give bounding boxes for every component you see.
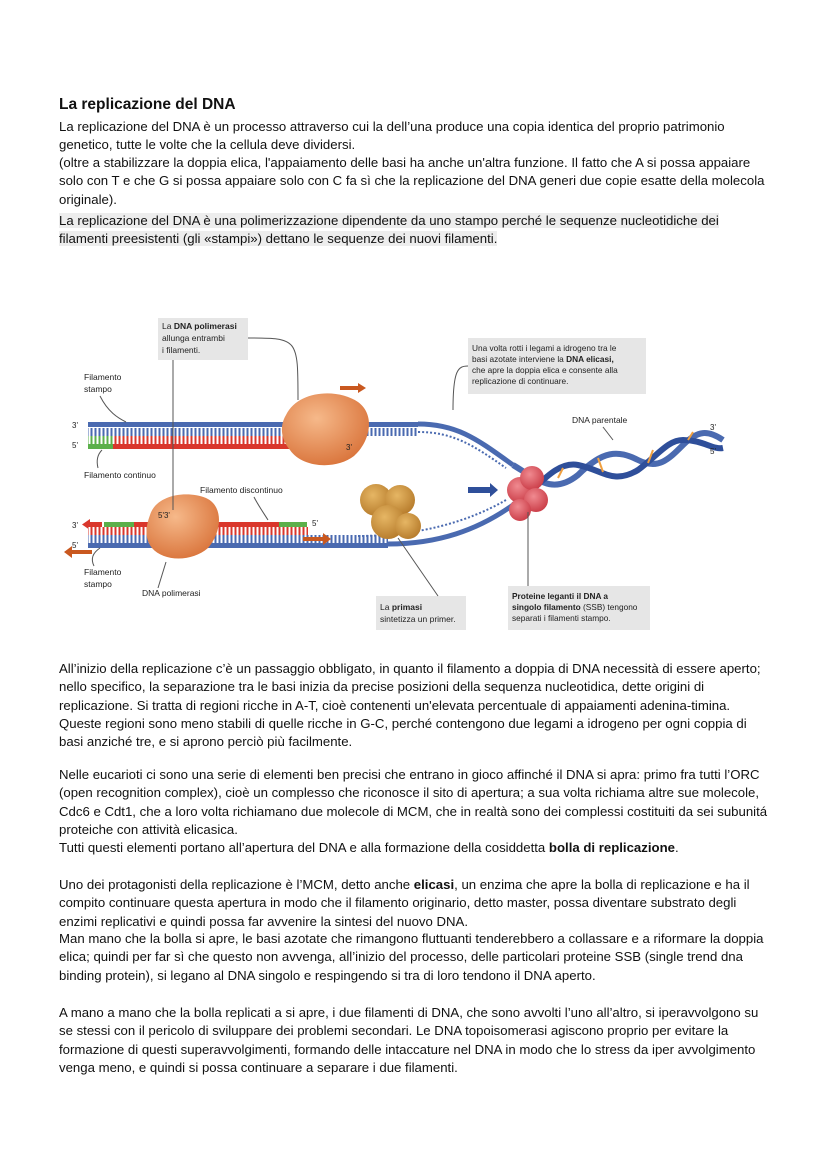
label-lagging-strand: Filamento discontinuo	[200, 485, 283, 495]
primer-bottom-1	[104, 522, 134, 527]
svg-text:3': 3'	[72, 421, 78, 430]
primer-rungs-top	[88, 436, 113, 444]
paragraph-bubble: Tutti questi elementi portano all’apertura del DNA e alla formazione della cosiddetta bolla di replicazione.	[59, 840, 679, 855]
svg-text:stampo: stampo	[84, 579, 112, 589]
intro-note: (oltre a stabilizzare la doppia elica, l'appaiamento delle basi ha anche un'altra funzione. Il fatto che A si possa appaiare solo con T e che G si possa appaiare solo con C fa sì che la replicazione del DNA generi due copie esatte della molecola originale).	[59, 155, 765, 207]
svg-text:i filamenti.: i filamenti.	[162, 345, 201, 355]
svg-text:Proteine leganti il DNA a: Proteine leganti il DNA a	[512, 591, 609, 601]
callout-polimerasi	[158, 318, 298, 510]
svg-text:5': 5'	[312, 519, 318, 528]
svg-text:che apre la doppia elica e con: che apre la doppia elica e consente alla	[472, 365, 618, 375]
svg-text:basi azotate interviene la DNA: basi azotate interviene la DNA elicasi,	[472, 354, 614, 364]
primer-top	[88, 444, 113, 449]
replication-fork-figure	[58, 300, 770, 640]
helicase-direction-arrow	[468, 483, 498, 497]
paragraph-ssb: Man mano che la bolla si apre, le basi azotate che rimangono fluttuanti tenderebbero a collassare e a riformare la doppia elica; quindi per far sì che questo non avvenga, all’inizio del processo, delle particolari proteine SSB (single trend dna binding protein), si legano al DNA singolo e respingendo si tra di loro tendono il DNA aperto.	[59, 931, 764, 983]
okazaki-label: 5'3'	[158, 511, 170, 520]
svg-text:La DNA polimerasi: La DNA polimerasi	[162, 321, 237, 331]
callout-elicasi	[453, 338, 646, 410]
label-template-top: Filamento	[84, 372, 122, 382]
svg-text:stampo: stampo	[84, 384, 112, 394]
dna-polymerase-bottom	[147, 494, 220, 558]
label-template-bottom: Filamento	[84, 567, 122, 577]
template-strand-bottom	[88, 543, 388, 548]
svg-text:3': 3'	[346, 443, 352, 452]
highlight-text: La replicazione del DNA è una polimerizzazione dipendente da uno stampo perché le sequenze nucleotidiche dei filamenti preesistenti (gli «stampi») dettano le sequenze dei nuovi filamenti.	[59, 213, 719, 247]
svg-text:singolo filamento (SSB) tengon: singolo filamento (SSB) tengono	[512, 602, 638, 612]
svg-text:3': 3'	[710, 423, 716, 432]
dna-polymerase-top	[282, 393, 369, 465]
label-parental-dna: DNA parentale	[572, 415, 628, 425]
term-elicasi: elicasi	[413, 877, 455, 892]
replication-fork-diagram	[58, 300, 770, 640]
svg-text:sintetizza un primer.: sintetizza un primer.	[380, 614, 456, 624]
callout-ssb	[508, 512, 650, 630]
svg-text:Una volta rotti i legami a idr: Una volta rotti i legami a idrogeno tra le	[472, 343, 617, 353]
intro-paragraph: La replicazione del DNA è un processo attraverso cui la dell’una produce una copia identica del proprio patrimonio genetico, tutte le volte che la cellula deve dividersi.	[59, 119, 725, 153]
lagging-fragment-1	[88, 522, 102, 527]
svg-text:separati i filamenti stampo.: separati i filamenti stampo.	[512, 613, 611, 623]
paragraph-origins: All’inizio della replicazione c’è un passaggio obbligato, in quanto il filamento a doppia di DNA necessità di essere aperto; nello specifico, la separazione tra le basi inizia da precise posizioni della sequenza nucleotidica, dette origini di replicazione. Si tratta di regioni ricche in A-T, cioè contenenti un'elevata percentuale di appaiamenti adenina-timina. Queste regioni sono meno stabili di quelle ricche in G-C, perché contengono due legami a idrogeno per ogni coppia di basi anziché tre, e si aprono perciò più facilmente.	[59, 661, 761, 750]
svg-text:La primasi: La primasi	[380, 602, 423, 612]
polymerase-direction-arrow	[340, 383, 366, 393]
svg-text:5': 5'	[72, 441, 78, 450]
svg-text:5': 5'	[710, 447, 716, 456]
svg-text:3': 3'	[72, 521, 78, 530]
svg-text:allunga entrambi: allunga entrambi	[162, 333, 225, 343]
paragraph-eukaryotes: Nelle eucarioti ci sono una serie di elementi ben precisi che entrano in gioco affinché il DNA si apra: primo fra tutti l’ORC (open recognition complex), cioè un complesso che riconosce il sito di apertura; a sua volta richiama altre sue molecole, Cdc6 e Cdt1, che a loro volta richiamano due molecole di MCM, che in realtà sono dei complessi costituiti da sei subunitá proteiche con attività elicasica.	[59, 767, 768, 837]
primase-enzyme	[360, 484, 421, 539]
label-leading-strand: Filamento continuo	[84, 470, 156, 480]
term-bolla-di-replicazione: bolla di replicazione	[548, 840, 675, 855]
callout-primasi	[376, 538, 466, 630]
primer-bottom-2	[279, 522, 307, 527]
svg-text:replicazione di continuare.: replicazione di continuare.	[472, 376, 569, 386]
page-title: La replicazione del DNA	[59, 96, 236, 113]
paragraph-mcm: Uno dei protagonisti della replicazione è l’MCM, detto anche elicasi, un enzima che apre la bolla di replicazione e ha il compito continuare questa apertura in modo che il filamento originario, detto master, possa diventare substrato degli enzimi replicativi e quindi possa far avvenire la sintesi del nuovo DNA.	[59, 877, 750, 929]
label-dna-polymerase: DNA polimerasi	[142, 588, 201, 598]
paragraph-topoisomerasi: A mano a mano che la bolla replicati a si apre, i due filamenti di DNA, che sono avvolti l’uno all’altro, si iperavvolgono su se stessi con il pericolo di sviluppare dei problemi secondari. Le DNA topoisomerasi agiscono proprio per evitare la formazione di questi superavvolgimenti, formando delle intaccature nel DNA in modo che lo stress da iper avvolgimento venga meno, e quindi si possa continuare a separare i due filamenti.	[59, 1005, 759, 1075]
highlighted-paragraph	[59, 212, 771, 249]
svg-text:5': 5'	[72, 541, 78, 550]
fork-strand-top	[418, 424, 513, 465]
